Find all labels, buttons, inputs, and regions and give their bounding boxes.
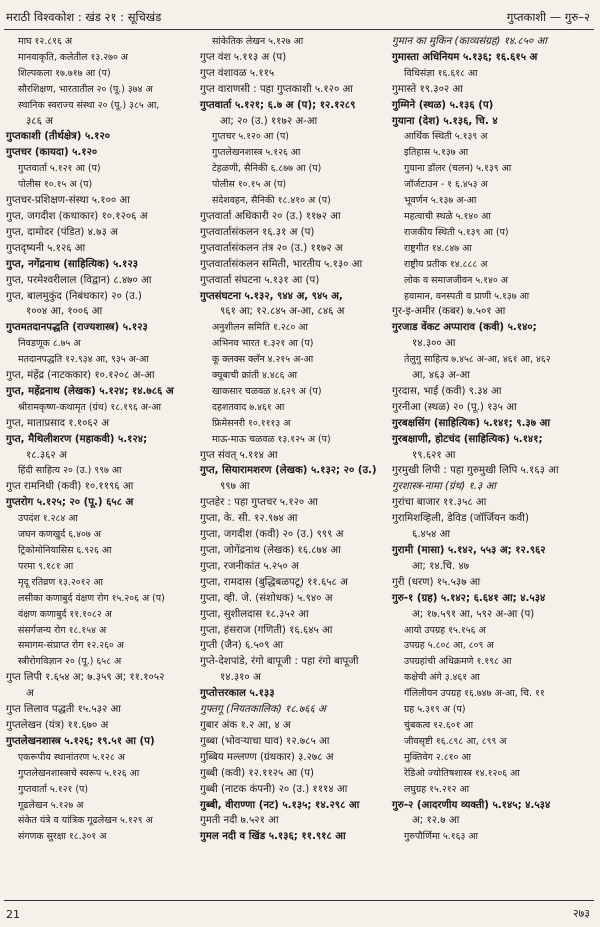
- index-entry: गुप्त, दामोदर (पंडित) ४.७३ अ: [6, 226, 118, 238]
- index-entry: गुरु-१ (ग्रह) ५.१४२; ६.६४१ आ; ४.५३४: [392, 592, 546, 604]
- index-subentry: आर्थिक स्थिती ५.१३९ अ: [404, 131, 488, 143]
- index-entry: गुरी (धरण) १५.५३७ आ: [392, 576, 481, 588]
- index-entry: गुप्त लिलाव पद्धती १५.५३२ आ: [6, 704, 121, 716]
- index-entry-continuation: ६.४५४ आ: [412, 529, 451, 541]
- index-subentry: गुप्तवार्ता ५.१२१ आ (प): [18, 163, 101, 175]
- index-subentry: ग्रह ५.३१९ अ (प): [404, 704, 466, 716]
- index-entry: गुप्त संवत् ५.११४ आ: [200, 449, 278, 461]
- index-subentry: गुप्तलेखनशास्त्राचे स्वरूप ५.१२६ आ: [18, 767, 140, 779]
- index-subentry: हिंदी साहित्य २० (उ.) ९९७ आ: [18, 465, 122, 477]
- index-entry: गुप्तलेखनशास्त्र ५.१२६; १९.५१ आ (प): [6, 735, 155, 747]
- index-subentry: संदेशवहन, सैनिकी १८.४१० अ (प): [212, 195, 331, 207]
- index-entry: गुप्तमतदानपद्धति (राज्यशास्त्र) ५.१२३: [6, 322, 148, 334]
- index-entry: गुप्तवार्ता ५.१२१; ६.७ अ (प); १२.१२८९: [200, 99, 356, 111]
- index-entry: गुप्त, माताप्रसाद १.१०६२ अ: [6, 417, 110, 429]
- index-subentry: तेलुगु साहित्य ७.४५८ अ-आ, ४६१ आ, ४६२: [404, 354, 551, 366]
- index-entry: गुरजाड वेंकट अप्पाराव (कवी) ५.१४०;: [392, 322, 537, 334]
- index-entry: गुप्तोत्तरकाल ५.१३३: [200, 688, 275, 700]
- index-entry-continuation: १८.३६२ अ: [26, 449, 67, 461]
- index-entry: गुप्ती (जैन) ६.५०९ आ: [200, 640, 284, 652]
- index-entry-continuation: १००४ आ, १००६ आ: [26, 306, 103, 318]
- index-subentry: समागम-संप्राप्त रोग १२.२६० अ: [18, 640, 124, 652]
- index-entry: गुमास्ते १९.३०२ आ: [392, 83, 463, 95]
- index-subentry: संसर्गजन्य रोग १८.१५४ अ: [18, 624, 107, 636]
- index-subentry: जघन कणखुर्द ६.४०७ अ: [18, 529, 101, 541]
- page-footer: [6, 903, 590, 921]
- index-subentry: टेहळणी, सैनिकी ६.८७७ आ (प): [212, 163, 322, 175]
- page-number: २७३: [572, 907, 590, 920]
- index-subentry: पोलीस १०.१५ अ (प): [212, 179, 287, 191]
- index-subentry: एकरूपीय स्थानांतरण ५.१२८ अ: [18, 751, 125, 763]
- index-entry: गुप्तवार्तासंकलन १६.३१ अ (प): [200, 226, 315, 238]
- index-entry: गुप्ता, व्ही. जे. (संशोधक) ५.९४० अ: [200, 592, 333, 604]
- index-subentry: दहशतवाद ७.४६१ आ: [212, 401, 285, 413]
- index-subentry: सौरशिक्षण, भारतातील २० (पू.) ३७४ अ: [18, 83, 153, 95]
- footer-rule: [4, 900, 594, 901]
- index-entry: गुप्ता, के. सी. १२.९७४ आ: [200, 513, 298, 525]
- index-columns: [4, 34, 594, 904]
- index-entry: गुप्तलेखन (यंत्र) ११.६७० अ: [6, 719, 109, 731]
- index-entry: गुर-इ-अमीर (कबर) ७.५०१ आ: [392, 306, 506, 318]
- index-subentry: गुप्तलेखनशास्त्र ५.१२६ आ: [212, 147, 301, 159]
- index-entry-continuation: ३८६ अ: [26, 115, 53, 127]
- index-entry: गुप्ता, रामदास (बुद्धिबळपटू) ११.६५८ अ: [200, 576, 348, 588]
- index-entry: गुरशास्त्र-नामा (ग्रंथ) १.३ आ: [392, 481, 496, 493]
- index-subentry: श्रीरामकृष्ण-कथामृत (ग्रंथ) १८.१९६ अ-आ: [18, 401, 161, 413]
- index-entry: गुप्तरोग ५.१२५; २० (पू.) ६५८ अ: [6, 497, 134, 509]
- index-entry: गुप्ता, जगदीश (कवी) २० (उ.) ९९९ अ: [200, 529, 344, 541]
- index-subentry: मृदू रतिव्रण १३.२०१२ आ: [18, 576, 103, 588]
- index-entry: गुब्बा (भोवऱ्याचा घाव) १२.७८५ आ: [200, 735, 330, 747]
- index-entry: गुप्तहेर : पहा गुप्तचर ५.१२० आ: [200, 497, 318, 509]
- index-entry: गुप्त, बालमुकुंद (निबंधकार) २० (उ.): [6, 290, 142, 302]
- index-entry: गुरामिशव्हिली, डेविड (जॉर्जियन कवी): [392, 513, 529, 525]
- index-entry: गुप्त रामनिधी (कवी) १०.११९६ आ: [6, 481, 134, 493]
- index-subentry: महत्वाची स्थळे ५.१४० आ: [404, 210, 491, 222]
- index-subentry: जीवसृष्टी १६.८९८ आ, ८९९ अ: [404, 735, 507, 747]
- index-subentry: क्यूबाची क्रांती ४.४८६ आ: [212, 370, 298, 382]
- index-entry: गुरनीआ (स्थळ) २० (पू.) १३५ आ: [392, 401, 517, 413]
- index-subentry: लसीका कणाबुर्द वंक्षण रोग १५.२०६ अ (प): [18, 592, 165, 604]
- index-subentry: माघ १२.८१६ अ: [18, 36, 73, 47]
- index-entry: गुप्त, परमेश्वरीलाल (विद्वान) ८.४७० आ: [6, 274, 152, 286]
- index-entry: गुप्त वंश ५.११३ अ (प): [200, 51, 287, 63]
- index-subentry: मुक्तिवेग २.८१० आ: [404, 751, 471, 763]
- index-entry: गुमास्ता अधिनियम ५.१३६; १६.६१५ अ: [392, 51, 538, 63]
- index-subentry: गुयाना डॉलर (चलन) ५.१३९ आ: [404, 163, 512, 175]
- index-entry-continuation: ९९७ आ: [220, 481, 250, 493]
- index-entry: गुप्त, सियारामशरण (लेखक) ५.१३२; २० (उ.): [200, 465, 377, 477]
- index-entry-continuation: आ, ४६३ अ-आ: [412, 370, 470, 382]
- index-entry: गुप्तकाशी (तीर्थक्षेत्र) ५.१२०: [6, 131, 111, 143]
- index-entry: गुरदास, भाई (कवी) ९.३४ आ: [392, 385, 502, 397]
- index-entry: गुम्मिने (स्थळ) ५.१३६ (प): [392, 99, 494, 111]
- index-entry: गुब्बी (कवी) १२.११२५ आ (प): [200, 767, 314, 779]
- index-entry-continuation: अ; १२.७ आ: [412, 815, 460, 827]
- index-entry: गुफ्तगू (नियतकालिक) १८.७६६ अ: [200, 704, 326, 716]
- index-subentry: खाकसार चळवळ ४.६२९ अ (प): [212, 385, 322, 397]
- header-left-title: मराठी विश्वकोश : खंड २१ : सूचिखंड: [6, 10, 162, 24]
- index-subentry: इतिहास ५.१३७ आ: [404, 147, 469, 159]
- index-subentry: अभिनव भारत १.३२१ आ (प): [212, 338, 314, 350]
- index-entry: गुब्बिय मल्लण्ण (ग्रंथकार) ३.२७८ अ: [200, 751, 334, 763]
- index-entry: गुप्त, जगदीश (कथाकार) १०.१२०६ अ: [6, 210, 148, 222]
- index-entry: गुप्तचर (कायदा) ५.१२०: [6, 147, 98, 159]
- index-entry: गुमल नदी व खिंड ५.१३६; ११.९१८ आ: [200, 831, 346, 843]
- index-subentry: ट्रिकोमोनियासिस ६.९२६ आ: [18, 545, 112, 556]
- index-entry: गुमान का मुकिन (काव्यसंग्रह) १४.८५० आ: [392, 36, 547, 47]
- index-entry-continuation: अ; १७.५९१ आ, ५९२ अ-आ (प): [412, 608, 535, 620]
- index-subentry: राष्ट्रगीत १४.८४७ आ: [404, 242, 472, 254]
- index-entry: गुप्तवार्तासंकलन समिती, भारतीय ५.१३० आ: [200, 258, 363, 270]
- index-subentry: उपग्रह ५.८०८ आ, ८०९ अ: [404, 640, 494, 652]
- index-entry: गुरबक्षसिंग (साहित्यिक) ५.१४१; ९.३७ आ: [392, 417, 550, 429]
- index-entry: गुप्त, नगेंद्रनाथ (साहित्यिक) ५.१२३: [6, 258, 139, 270]
- index-subentry: अनुशीलन समिति १.२८० आ: [212, 322, 308, 334]
- index-subentry: विधिसंज्ञा १६.६१८ आ: [404, 67, 478, 79]
- index-entry: गुप्तवार्ता अधिकारी २० (उ.) ११७२ आ: [200, 210, 341, 222]
- index-subentry: गॅलिलीयन उपग्रह १६.७४७ अ-आ, चि. ११: [404, 688, 545, 700]
- index-subentry: निवडणूक ८.७५ अ: [18, 338, 81, 350]
- index-entry: गुप्त वंशावळ ५.११५: [200, 67, 275, 79]
- footer-margin-mark: 21: [6, 908, 20, 921]
- index-subentry: पोलीस १०.१५ अ (प): [18, 179, 93, 191]
- index-subentry: शिल्पकला १७.७१७ आ (प): [18, 67, 111, 79]
- index-subentry: कू क्लक्स क्लॅन ४.२१५ अ-आ: [212, 354, 314, 366]
- index-subentry: सांकेतिक लेखन ५.१२७ आ: [212, 36, 304, 47]
- index-entry: गुब्बी (नाटक कंपनी) २० (उ.) १११४ आ: [200, 783, 348, 795]
- index-subentry: परमा ९.१८१ आ: [18, 560, 74, 572]
- index-subentry: मतदानपद्धति १२.९३४ आ, ९३५ अ-आ: [18, 354, 149, 366]
- index-subentry: गुरुपौर्णिमा ५.१६३ आ: [404, 831, 478, 843]
- index-entry: गुयाना (देश) ५.१३६, चि. ४: [392, 115, 498, 127]
- index-entry: गुप्ता, हंसराज (गणिती) १६.६४५ आ: [200, 624, 333, 636]
- index-subentry: रेडिओ ज्योतिषशास्त्र १४.१२०६ आ: [404, 767, 520, 779]
- index-entry-continuation: आ; २० (उ.) ११७२ अ-आ: [220, 115, 318, 127]
- index-entry-continuation: आ; १४.चि. ४७: [412, 560, 470, 572]
- index-subentry: संगणक सुरक्षा १८.३०१ अ: [18, 831, 107, 843]
- index-subentry: उपग्रहांची अधिक्रमणे १.१९८ आ: [404, 656, 512, 668]
- index-subentry: जॉर्जटाउन - १ ६.४५३ अ: [404, 179, 488, 191]
- index-entry-continuation: १९.६२१ आ: [412, 449, 456, 461]
- index-subentry: मानवाकृति, कलेतील १३.२७० अ: [18, 51, 128, 63]
- index-entry: गुप्तवार्तासंकलन तंत्र २० (उ.) ११७२ अ: [200, 242, 343, 254]
- index-entry: गुप्ता, सुशीलदास १८.३५२ आ: [200, 608, 309, 620]
- index-entry: गुप्ता, रजनीकांत ५.२५० अ: [200, 560, 299, 572]
- index-subentry: वंक्षण कणाबुर्द ११.१०८२ अ: [18, 608, 112, 620]
- index-subentry: स्थानिक स्वराज्य संस्था २० (पू.) ३८५ आ,: [18, 99, 160, 111]
- index-entry-continuation: ९६१ आ; १२.८४५ अ-आ, ८४६ अ: [220, 306, 345, 318]
- index-subentry: संकेत यंत्रे व यांत्रिक गूढलेखन ५.१२९ अ: [18, 815, 153, 827]
- index-subentry: लघुग्रह १५.२१२ आ: [404, 783, 470, 795]
- index-subentry: आयो उपग्रह १५.१५६ अ: [404, 624, 486, 636]
- index-entry: गुबार अंक १.२ आ, ४ अ: [200, 719, 291, 731]
- index-subentry: माऊ-माऊ चळवळ १३.१२५ अ (प): [212, 433, 331, 445]
- index-subentry: हवामान, वनस्पती व प्राणी ५.१३७ आ: [404, 290, 530, 302]
- header-rule: [4, 29, 594, 30]
- index-subentry: भूवर्णन ५.१३७ अ-आ: [404, 195, 477, 207]
- index-entry: गुप्त वाराणसी : पहा गुप्तकाशी ५.१२० आ: [200, 83, 353, 95]
- index-subentry: गूढलेखन ५.१२७ अ: [18, 799, 84, 811]
- running-header: [6, 8, 590, 28]
- index-entry: गुप्तवार्ता संघटना ५.१३१ आ (प): [200, 274, 320, 286]
- index-entry: गुरांचा बाजार ११.३५८ आ: [392, 497, 487, 509]
- index-entry: गुप्तदृष्यनी ५.१२६ आ: [6, 242, 86, 254]
- index-entry: गुप्त, मंहेंद्र (नाटककार) १०.१२०८ अ-आ: [6, 370, 155, 382]
- index-entry: गुप्ते-देशपांडे, रंगो बापूजी : पहा रंगो बापूजी: [200, 656, 359, 668]
- index-subentry: राजकीय स्थिती ५.१३९ आ (प): [404, 226, 509, 238]
- index-entry: गुरमुखी लिपी : पहा गुरुमुखी लिपि ५.१६३ आ: [392, 465, 559, 477]
- index-subentry: स्त्रीरोगविज्ञान २० (पू.) ६५८ अ: [18, 656, 122, 668]
- index-entry: गुप्त, महेंद्रनाथ (लेखक) ५.१२४; १४.७८६ अ: [6, 385, 174, 397]
- index-subentry: कक्षेची अंगे ३.४६१ आ: [404, 672, 480, 684]
- index-entry: गुमती नदी ७.५२१ आ: [200, 815, 279, 827]
- index-column-3: [390, 34, 598, 904]
- index-entry: गुप्त, मैथिलीशरण (महाकवी) ५.१२४;: [6, 433, 148, 445]
- index-entry: गुरामी (मासा) ५.१४२, ५५३ अ; १२.९६२: [392, 545, 546, 556]
- index-entry: गुरु-२ (आदरणीय व्यक्ती) ५.१४५; ४.५३४: [392, 799, 551, 811]
- index-subentry: गुप्तचर ५.१२० आ (प): [212, 131, 289, 143]
- index-entry: गुप्ता, जोगेंद्रनाथ (लेखक) १६.८७४ आ: [200, 545, 341, 556]
- index-entry: गुप्तचर-प्रशिक्षण-संस्था ५.१०० आ: [6, 195, 130, 207]
- index-subentry: गुप्तवार्ता ५.१२१ (प): [18, 783, 89, 795]
- index-entry-continuation: १४.३१० अ: [220, 672, 261, 684]
- index-column-2: [198, 34, 386, 904]
- header-right-range: गुप्तकाशी — गुरु–२: [506, 10, 590, 24]
- index-subentry: लोक व समाजजीवन ५.१४० अ: [404, 274, 508, 286]
- index-entry-continuation: अ: [26, 688, 34, 700]
- index-entry-continuation: १४.३०० आ: [412, 338, 456, 350]
- index-entry: गुप्त लिपी १.६५४ अ; ७.३५९ अ; ११.१०५२: [6, 672, 165, 684]
- index-subentry: चुंबकत्व १२.६०१ आ: [404, 719, 474, 731]
- index-subentry: उपदंश १.२८४ आ: [18, 513, 78, 525]
- index-entry: गुब्बी, वीराण्णा (नट) ५.१३५; १४.२९८ आ: [200, 799, 360, 811]
- index-subentry: फ्रिमेसनरी १०.१११३ अ: [212, 417, 291, 429]
- index-entry: गुरबक्षाणी, होटचंद (साहित्यिक) ५.१४१;: [392, 433, 543, 445]
- index-subentry: राष्ट्रीय प्रतीक १४.८८८ अ: [404, 258, 488, 270]
- index-entry: गुप्तसंघटना ५.१३२, ९४४ अ, ९४५ अ,: [200, 290, 343, 302]
- index-column-1: [4, 34, 194, 904]
